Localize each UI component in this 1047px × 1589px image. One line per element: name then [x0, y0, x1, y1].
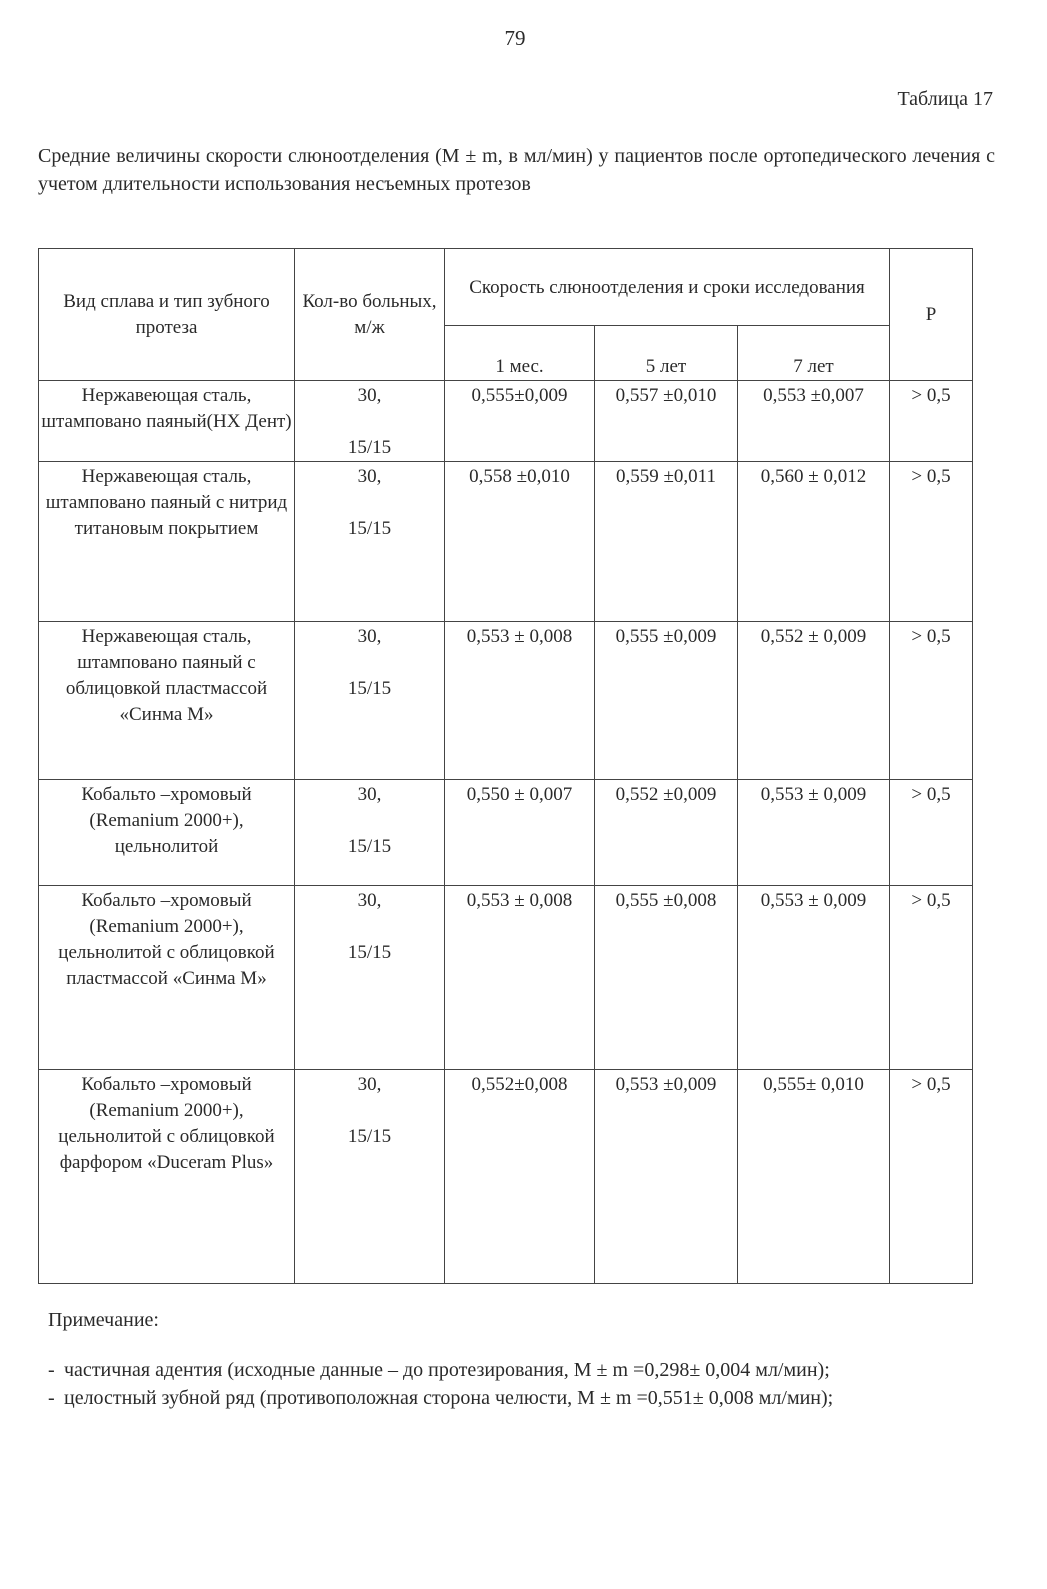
gender-ratio: 15/15: [347, 437, 392, 458]
notes-list: [48, 1356, 833, 1412]
patient-count: 30,: [357, 1074, 382, 1095]
header-alloy: Вид сплава и тип зубного протеза: [39, 249, 295, 381]
page-number: 79: [504, 26, 526, 50]
gender-ratio: 15/15: [347, 942, 392, 963]
count-cell: [295, 1070, 445, 1284]
p-value: > 0,5: [890, 1070, 973, 1284]
note-text: частичная адентия (исходные данные – до протезирования, М ± m =0,298± 0,004 мл/мин);: [64, 1359, 830, 1381]
value-7-years: 0,555± 0,010: [738, 1070, 890, 1284]
header-period-2: 5 лет: [595, 326, 738, 381]
count-cell: [295, 780, 445, 886]
header-count: Кол-во больных, м/ж: [295, 249, 445, 381]
note-item: - частичная адентия (исходные данные – до протезирования, М ± m =0,298± 0,004 мл/мин);: [48, 1359, 830, 1381]
notes-title: Примечание:: [48, 1309, 159, 1331]
patient-count: 30,: [357, 626, 382, 647]
value-5-years: 0,555 ±0,009: [595, 622, 738, 780]
value-1-month: 0,553 ± 0,008: [445, 886, 595, 1070]
value-1-month: 0,558 ±0,010: [445, 462, 595, 622]
note-item: - целостный зубной ряд (противоположная сторона челюсти, М ± m =0,551± 0,008 мл/мин);: [48, 1387, 834, 1409]
table-row: [39, 886, 973, 1070]
value-7-years: 0,560 ± 0,012: [738, 462, 890, 622]
table-row: [39, 462, 973, 622]
value-1-month: 0,555±0,009: [445, 381, 595, 462]
value-5-years: 0,552 ±0,009: [595, 780, 738, 886]
header-period-1: 1 мес.: [445, 326, 595, 381]
gender-ratio: 15/15: [347, 678, 392, 699]
patient-count: 30,: [357, 385, 382, 406]
p-value: > 0,5: [890, 780, 973, 886]
alloy-cell: Нержавеющая сталь, штамповано паяный с облицовкой пластмассой «Синма М»: [39, 622, 295, 780]
header-rate-group: Скорость слюноотделения и сроки исследования: [445, 249, 890, 326]
value-1-month: 0,550 ± 0,007: [445, 780, 595, 886]
alloy-cell: Нержавеющая сталь, штамповано паяный с нитрид титановым покрытием: [39, 462, 295, 622]
table-row: [39, 1070, 973, 1284]
value-7-years: 0,553 ± 0,009: [738, 780, 890, 886]
value-5-years: 0,553 ±0,009: [595, 1070, 738, 1284]
header-period-3: 7 лет: [738, 326, 890, 381]
gender-ratio: 15/15: [347, 518, 392, 539]
count-cell: [295, 462, 445, 622]
table-row: [39, 780, 973, 886]
saliva-rate-table: [38, 248, 973, 1284]
alloy-cell: Нержавеющая сталь, штамповано паяный(НХ Дент): [39, 381, 295, 462]
table-row: [39, 381, 973, 462]
count-cell: [295, 381, 445, 462]
alloy-cell: Кобальто –хромовый (Remanium 2000+), цельнолитой: [39, 780, 295, 886]
p-value: > 0,5: [890, 622, 973, 780]
alloy-cell: Кобальто –хромовый (Remanium 2000+), цельнолитой с облицовкой пластмассой «Синма М»: [39, 886, 295, 1070]
count-cell: [295, 622, 445, 780]
header-p: Р: [890, 249, 973, 381]
gender-ratio: 15/15: [347, 836, 392, 857]
value-5-years: 0,557 ±0,010: [595, 381, 738, 462]
alloy-cell: Кобальто –хромовый (Remanium 2000+), цельнолитой с облицовкой фарфором «Duceram Plus»: [39, 1070, 295, 1284]
table-row: [39, 622, 973, 780]
value-7-years: 0,553 ± 0,009: [738, 886, 890, 1070]
value-1-month: 0,552±0,008: [445, 1070, 595, 1284]
count-cell: [295, 886, 445, 1070]
patient-count: 30,: [357, 890, 382, 911]
value-5-years: 0,559 ±0,011: [595, 462, 738, 622]
p-value: > 0,5: [890, 462, 973, 622]
gender-ratio: 15/15: [347, 1126, 392, 1147]
p-value: > 0,5: [890, 886, 973, 1070]
value-1-month: 0,553 ± 0,008: [445, 622, 595, 780]
patient-count: 30,: [357, 466, 382, 487]
p-value: > 0,5: [890, 381, 973, 462]
value-5-years: 0,555 ±0,008: [595, 886, 738, 1070]
value-7-years: 0,553 ±0,007: [738, 381, 890, 462]
patient-count: 30,: [357, 784, 382, 805]
notes: [48, 1306, 833, 1412]
table-label: Таблица 17: [897, 88, 993, 110]
value-7-years: 0,552 ± 0,009: [738, 622, 890, 780]
note-text: целостный зубной ряд (противоположная сторона челюсти, М ± m =0,551± 0,008 мл/мин);: [64, 1387, 834, 1409]
table-caption: Средние величины скорости слюноотделения (М ± m, в мл/мин) у пациентов после ортопедического лечения с учетом длительности использования несъемных протезов: [38, 145, 995, 195]
